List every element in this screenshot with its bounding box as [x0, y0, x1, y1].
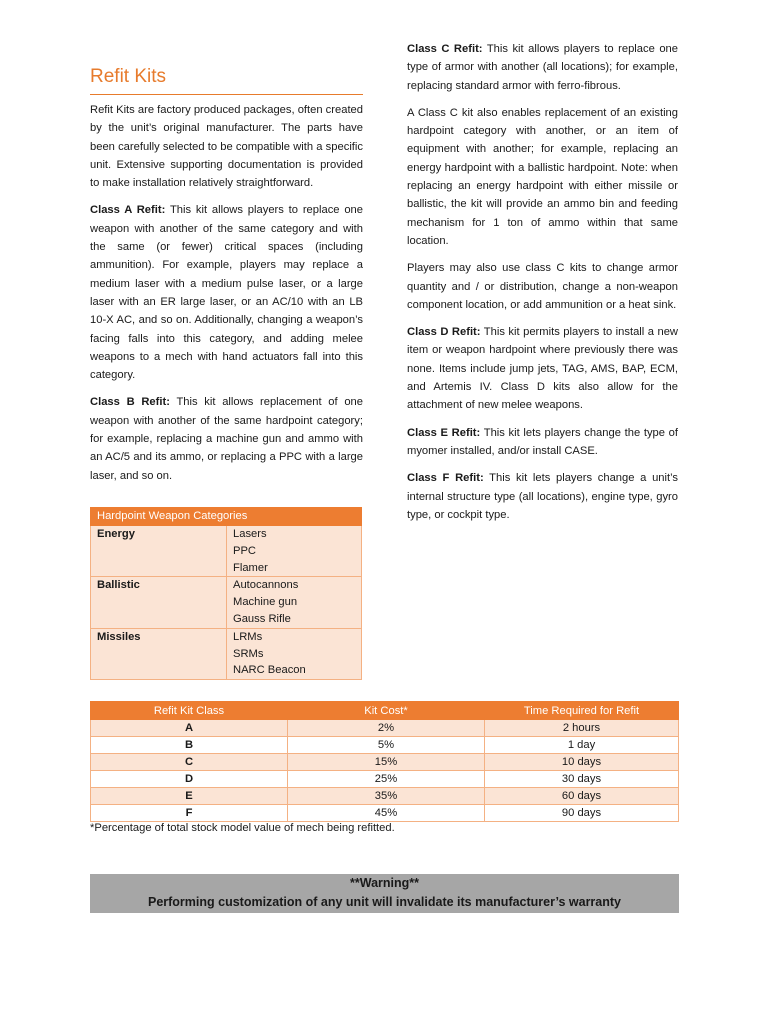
section-title: Refit Kits	[90, 64, 363, 95]
hardpoint-weapon: Gauss Rifle	[233, 612, 291, 625]
right-column	[407, 40, 678, 533]
refit-class-cell: D	[91, 771, 288, 788]
class-c-paragraph	[407, 40, 678, 95]
hardpoint-weapon: LRMs	[233, 630, 263, 643]
class-e-label: Class E Refit:	[407, 426, 481, 439]
hardpoint-category: Ballistic	[91, 577, 227, 628]
hardpoint-weapon-list	[227, 628, 362, 679]
class-e-paragraph	[407, 424, 678, 461]
left-column	[90, 64, 363, 494]
warning-text: Performing customization of any unit will invalidate its manufacturer’s warranty	[147, 895, 621, 909]
refit-class-cell: E	[91, 788, 288, 805]
table-row	[91, 788, 679, 805]
refit-kit-table	[90, 701, 679, 822]
hardpoint-category: Missiles	[91, 628, 227, 679]
hardpoint-weapon: NARC Beacon	[233, 664, 306, 677]
refit-time-cell: 10 days	[485, 754, 679, 771]
hardpoint-weapon: PPC	[233, 544, 257, 557]
refit-time-cell: 60 days	[485, 788, 679, 805]
hardpoint-category: Energy	[91, 526, 227, 577]
hardpoint-weapon: Lasers	[233, 528, 267, 540]
refit-cost-cell: 2%	[288, 720, 485, 737]
class-c-text: This kit allows players to replace one type of armor with another (all locations); for example, replacing standard armor with ferro-fibrous.	[407, 43, 678, 92]
refit-class-cell: C	[91, 754, 288, 771]
class-f-text: This kit lets players change a unit’s internal structure type (all locations), engine type, gyro type, or cockpit type.	[407, 472, 678, 521]
refit-class-cell: B	[91, 737, 288, 754]
class-b-text: This kit allows replacement of one weapon with another of the same hardpoint category; for example, replacing a machine gun and ammo with an AC/5 and its ammo, or replacing a PPC with a large laser, and so on.	[90, 396, 363, 482]
table-row	[91, 720, 679, 737]
hardpoint-group-row	[91, 628, 362, 679]
intro-paragraph: Refit Kits are factory produced packages, often created by the unit’s original manufacturer. The parts have been carefully selected to be compatible with a specific unit. Extensive supporting documentation is provided to make installation relatively straightforward.	[90, 104, 364, 190]
table-row	[91, 737, 679, 754]
refit-header-class: Refit Kit Class	[91, 702, 288, 720]
hardpoint-group-row	[91, 577, 362, 628]
class-f-paragraph	[407, 469, 678, 524]
table-row	[91, 754, 679, 771]
refit-cost-cell: 15%	[288, 754, 485, 771]
refit-cost-cell: 25%	[288, 771, 485, 788]
refit-class-cell: F	[91, 805, 288, 822]
refit-cost-cell: 35%	[288, 788, 485, 805]
refit-time-cell: 90 days	[485, 805, 679, 822]
hardpoint-group-row	[91, 526, 362, 577]
class-a-label: Class A Refit:	[90, 204, 166, 217]
class-d-label: Class D Refit:	[407, 326, 481, 339]
class-e-text: This kit lets players change the type of myomer installed, and/or install CASE.	[407, 426, 678, 457]
hardpoint-weapon-list	[227, 577, 362, 628]
class-a-paragraph	[90, 201, 363, 384]
warning-title: **Warning**	[350, 876, 419, 890]
class-f-label: Class F Refit:	[407, 472, 484, 485]
class-d-text: This kit permits players to install a new item or weapon hardpoint where previously there was none. Items include jump jets, TAG, AMS, BAP, ECM, and Artemis IV. Class D kits also allow for the attachment of new melee weapons.	[407, 326, 678, 412]
class-c-label: Class C Refit:	[407, 43, 483, 55]
hardpoint-weapon: Flamer	[233, 561, 268, 574]
refit-class-cell: A	[91, 720, 288, 737]
class-b-label: Class B Refit:	[90, 396, 170, 409]
class-c-paragraph-3: Players may also use class C kits to change armor quantity and / or distribution, change a non-weapon component location, or add ammunition or a heat sink.	[407, 262, 678, 311]
class-b-paragraph	[90, 393, 363, 484]
class-a-text: This kit allows players to replace one weapon with another of the same category and with the same (or fewer) critical spaces (including ammunition). For example, players may replace a medium laser with a medium pulse laser, or a large laser with an ER large laser, or an AC/10 with an LB 10-X AC, and so on. Additionally, changing a weapon’s facing falls into this category, and adding melee weapons to a mech with hand actuators fall into this category.	[90, 204, 363, 382]
hardpoint-weapon: Autocannons	[233, 579, 299, 592]
refit-header-time: Time Required for Refit	[485, 702, 679, 720]
hardpoint-weapon: Machine gun	[233, 596, 298, 609]
warning-box	[90, 874, 679, 913]
hardpoint-table-header: Hardpoint Weapon Categories	[91, 508, 362, 526]
table-row	[91, 805, 679, 822]
table-footnote: *Percentage of total stock model value of mech being refitted.	[90, 822, 395, 834]
hardpoint-categories-table	[90, 507, 362, 680]
refit-time-cell: 1 day	[485, 737, 679, 754]
refit-time-cell: 2 hours	[485, 720, 679, 737]
refit-cost-cell: 45%	[288, 805, 485, 822]
hardpoint-weapon: SRMs	[233, 647, 264, 660]
class-c-paragraph-2: A Class C kit also enables replacement of an existing hardpoint category with another, or an item of equipment with another; for example, replacing an energy hardpoint with a ballistic hardpoint. Note: when replacing an energy hardpoint with either missile or ballistic, the kit will provide an ammo bin and feeding mechanism for 1 ton of ammo within that same location.	[407, 106, 678, 247]
refit-cost-cell: 5%	[288, 737, 485, 754]
refit-header-cost: Kit Cost*	[288, 702, 485, 720]
class-d-paragraph	[407, 323, 678, 414]
refit-time-cell: 30 days	[485, 771, 679, 788]
table-row	[91, 771, 679, 788]
hardpoint-weapon-list	[227, 526, 362, 577]
